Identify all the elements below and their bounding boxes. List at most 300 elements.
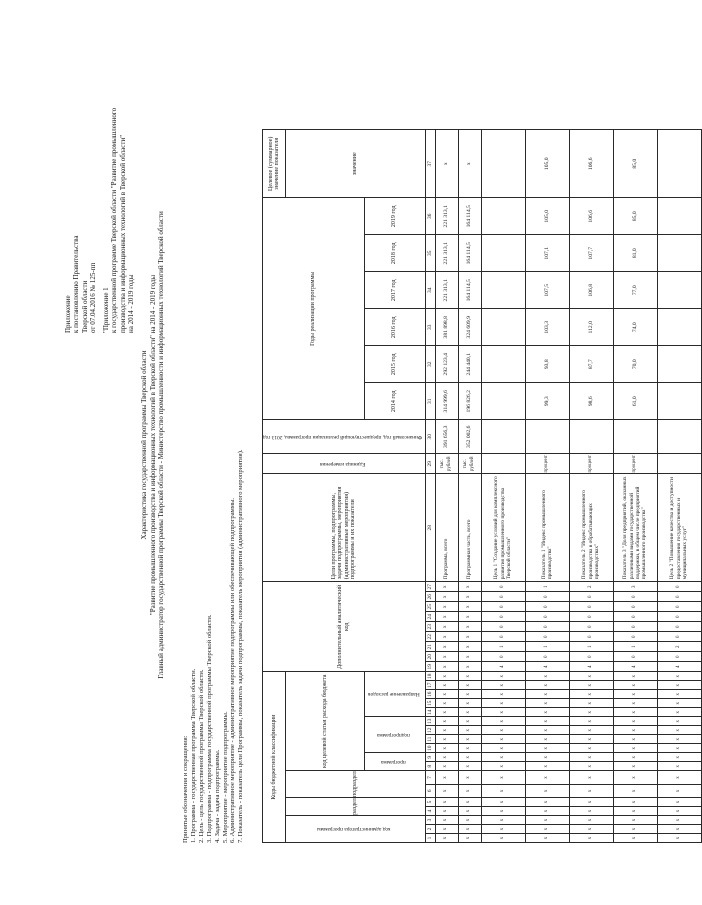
code-cell: x	[569, 708, 613, 717]
budget-codes-header: Коды бюджетной классификации	[263, 672, 286, 843]
code-cell: 1	[525, 582, 569, 592]
code-cell: x	[435, 708, 458, 717]
column-number: 5	[425, 798, 435, 807]
code-cell: x	[458, 652, 481, 662]
code-cell: x	[569, 784, 613, 797]
base-year-cell	[613, 420, 657, 454]
code-cell: 0	[657, 592, 701, 602]
column-number: 37	[425, 130, 435, 198]
code-cell: 0	[525, 652, 569, 662]
code-cell: x	[458, 762, 481, 771]
column-number: 10	[425, 744, 435, 753]
appendix-block	[64, 108, 135, 333]
table-row	[525, 130, 569, 843]
code-cell: x	[458, 834, 481, 843]
code-cell: x	[458, 632, 481, 642]
code-cell: x	[525, 708, 569, 717]
code-cell: 1	[525, 642, 569, 652]
code-cell: 0	[569, 632, 613, 642]
appendix-line: к государственной программе Тверской области "Развитие промышленного	[110, 107, 119, 333]
row-description: Программа, всего	[435, 474, 458, 582]
admin-code-header	[286, 816, 426, 843]
column-number: 19	[425, 662, 435, 672]
year-value-cell: 314 999,6	[435, 383, 458, 420]
subprogram-header-text: подпрограмма	[376, 731, 410, 738]
code-cell: x	[569, 834, 613, 843]
target-value-cell: 105,0	[525, 130, 569, 198]
target-header: Целевое (суммарное) значение показателя	[263, 130, 286, 198]
code-cell: x	[458, 662, 481, 672]
code-cell: x	[435, 816, 458, 825]
column-number: 13	[425, 717, 435, 726]
program-characteristics-table	[262, 129, 702, 843]
code-cell: 4	[481, 662, 525, 672]
code-cell: x	[525, 807, 569, 816]
code-cell: x	[613, 717, 657, 726]
column-number: 16	[425, 690, 435, 699]
code-cell: x	[458, 735, 481, 744]
code-cell: 0	[613, 612, 657, 622]
note-line: 7. Показатель - показатель цели Программы, показатель задачи подпрограммы, показатель мероприятия (административного мероприятия).	[237, 449, 245, 843]
year-value-cell: 99,3	[525, 383, 569, 420]
code-cell: x	[657, 735, 701, 744]
direction-header-text: Направление расходов	[367, 691, 420, 698]
column-number: 20	[425, 652, 435, 662]
code-cell: x	[525, 681, 569, 690]
table-row	[458, 130, 481, 843]
code-cell: x	[435, 672, 458, 681]
column-number: 25	[425, 602, 435, 612]
year-value-cell: 196 826,2	[458, 383, 481, 420]
code-cell: x	[458, 825, 481, 834]
code-cell: x	[435, 662, 458, 672]
column-number: 9	[425, 753, 435, 762]
title-line: Главный администратор государственной программы Тверской области - Министерство промышленности и информационных технологий Тверской области	[157, 211, 166, 679]
column-number: 27	[425, 582, 435, 592]
code-cell: 0	[481, 632, 525, 642]
base-year-cell	[481, 420, 525, 454]
table-row	[481, 130, 525, 843]
target-code-header: код целевой статьи расхода бюджета	[286, 672, 365, 771]
code-cell: x	[435, 798, 458, 807]
code-cell: x	[613, 771, 657, 784]
target-value-cell: x	[458, 130, 481, 198]
code-cell: x	[569, 753, 613, 762]
code-cell: x	[613, 735, 657, 744]
unit-header-text: Единица измерения	[319, 460, 366, 467]
code-cell: 0	[613, 592, 657, 602]
column-number: 24	[425, 612, 435, 622]
appendix-line: на 2014 - 2019 годы	[127, 274, 136, 333]
code-cell: x	[435, 632, 458, 642]
column-number: 6	[425, 784, 435, 797]
year-value-cell	[657, 272, 701, 309]
unit-cell	[481, 454, 525, 474]
column-numbers-row	[425, 130, 435, 843]
code-cell: 0	[481, 652, 525, 662]
code-cell: x	[435, 699, 458, 708]
code-cell: x	[481, 744, 525, 753]
code-cell: x	[613, 807, 657, 816]
code-cell: x	[657, 825, 701, 834]
base-year-cell: 391 656,3	[435, 420, 458, 454]
code-cell: x	[525, 744, 569, 753]
code-cell: x	[481, 825, 525, 834]
goals-header: Цели программы, подпрограммы, задачи подпрограммы, мероприятия (административные мероприятия) подпрограммы и их показатели	[263, 474, 426, 582]
code-cell: x	[481, 798, 525, 807]
code-cell: x	[458, 753, 481, 762]
code-cell: x	[657, 834, 701, 843]
code-cell: x	[525, 753, 569, 762]
column-number: 22	[425, 632, 435, 642]
subprogram-header	[364, 717, 425, 753]
code-cell: x	[435, 717, 458, 726]
year-value-cell: 107,1	[525, 235, 569, 272]
target-value-cell	[657, 130, 701, 198]
code-cell: x	[481, 690, 525, 699]
base-year-cell: 352 002,6	[458, 420, 481, 454]
code-cell: x	[458, 582, 481, 592]
code-cell: x	[657, 681, 701, 690]
code-cell: x	[657, 708, 701, 717]
note-line: 2. Цель - цель государственной программы Тверской области.	[197, 669, 205, 843]
code-cell: x	[435, 834, 458, 843]
year-value-cell	[657, 383, 701, 420]
code-cell: x	[481, 816, 525, 825]
code-cell: x	[657, 726, 701, 735]
code-cell: x	[613, 762, 657, 771]
year-value-cell: 70,0	[613, 346, 657, 383]
code-cell: x	[458, 717, 481, 726]
code-cell: x	[481, 771, 525, 784]
column-number: 2	[425, 825, 435, 834]
code-cell: x	[569, 744, 613, 753]
code-cell: x	[525, 762, 569, 771]
code-cell: x	[435, 622, 458, 632]
code-cell: x	[657, 672, 701, 681]
fin-year-header	[263, 420, 426, 454]
year-value-cell: 164 114,5	[458, 235, 481, 272]
code-cell: x	[435, 753, 458, 762]
appendix-line: от 07.04.2016 № 125-пп	[88, 262, 97, 333]
code-cell: x	[657, 771, 701, 784]
code-cell: x	[525, 699, 569, 708]
code-cell: x	[525, 717, 569, 726]
code-cell: x	[657, 816, 701, 825]
code-cell: x	[657, 690, 701, 699]
section-header: раздел	[286, 798, 426, 816]
abbreviations-block	[182, 449, 245, 843]
code-cell: 0	[657, 582, 701, 592]
code-cell: x	[569, 726, 613, 735]
code-cell: x	[435, 744, 458, 753]
code-cell: x	[481, 735, 525, 744]
appendix-line: Тверской области	[80, 280, 89, 333]
note-line: 6. Административное мероприятие - административное мероприятие подпрограммы или обеспечивающей подпрограммы.	[229, 497, 237, 843]
code-cell: 0	[525, 602, 569, 612]
code-cell: 4	[525, 662, 569, 672]
code-cell: 1	[481, 642, 525, 652]
code-cell: x	[525, 784, 569, 797]
year-value-cell: 106,8	[569, 272, 613, 309]
column-number: 29	[425, 454, 435, 474]
table-row	[657, 130, 701, 843]
column-number: 17	[425, 681, 435, 690]
year-value-cell	[481, 309, 525, 346]
code-cell: x	[657, 807, 701, 816]
year-value-cell: 221 313,1	[435, 198, 458, 235]
code-cell: x	[435, 726, 458, 735]
year-value-cell: 81,0	[613, 235, 657, 272]
row-description: Показатель 3 "Доля предприятий, оказанных различными видами государственной поддержки, в общем числе предприятий промышленного производства"	[613, 474, 657, 582]
code-cell: x	[613, 708, 657, 717]
years-header: Годы реализации программы	[263, 198, 365, 420]
code-cell: 0	[657, 652, 701, 662]
code-cell: 0	[613, 622, 657, 632]
code-cell: 0	[569, 612, 613, 622]
note-line: 4. Задача - задача подпрограммы.	[213, 749, 221, 843]
code-cell: x	[569, 681, 613, 690]
code-cell: x	[435, 771, 458, 784]
column-number: 4	[425, 807, 435, 816]
code-cell: x	[481, 753, 525, 762]
year-value-cell: 164 114,5	[458, 198, 481, 235]
code-cell: 0	[525, 592, 569, 602]
code-cell: 4	[657, 662, 701, 672]
code-cell: 1	[613, 642, 657, 652]
code-cell: x	[525, 834, 569, 843]
year-value-cell: 77,0	[613, 272, 657, 309]
column-number: 28	[425, 474, 435, 582]
code-cell: x	[458, 690, 481, 699]
code-cell: 2	[657, 642, 701, 652]
year-value-cell	[657, 235, 701, 272]
code-cell: 0	[613, 632, 657, 642]
code-cell: x	[569, 816, 613, 825]
code-cell: x	[435, 825, 458, 834]
subsection-header: подраздел	[286, 771, 426, 798]
year-value-cell: 103,3	[525, 309, 569, 346]
code-cell: 0	[481, 582, 525, 592]
code-cell: x	[525, 816, 569, 825]
code-cell: x	[657, 717, 701, 726]
code-cell: x	[481, 681, 525, 690]
year-value-cell	[481, 383, 525, 420]
code-cell: x	[613, 753, 657, 762]
code-cell: 0	[613, 602, 657, 612]
code-cell: x	[657, 762, 701, 771]
unit-cell: процент	[525, 454, 569, 474]
column-number: 15	[425, 699, 435, 708]
code-cell: x	[458, 726, 481, 735]
direction-header	[364, 672, 425, 717]
code-cell: 0	[569, 622, 613, 632]
target-value-cell: 106,6	[569, 130, 613, 198]
code-cell: x	[657, 798, 701, 807]
fin-year-header-text: Финансовый год, предшествующий реализации программы, 2013 год	[263, 433, 423, 440]
year-value-cell	[481, 198, 525, 235]
year-value-cell: 324 609,9	[458, 309, 481, 346]
code-cell: x	[657, 753, 701, 762]
year-value-cell: 61,0	[613, 383, 657, 420]
year-value-cell: 87,7	[569, 346, 613, 383]
note-line: 5. Мероприятие - мероприятие подпрограммы.	[221, 711, 229, 843]
code-cell: x	[525, 825, 569, 834]
code-cell: x	[569, 762, 613, 771]
code-cell: 0	[569, 652, 613, 662]
code-cell: x	[435, 735, 458, 744]
title-line: Характеристика государственной программы Тверской области	[140, 350, 148, 540]
column-number: 1	[425, 834, 435, 843]
code-cell: x	[613, 672, 657, 681]
code-cell: x	[569, 735, 613, 744]
code-cell: 4	[569, 662, 613, 672]
code-cell: x	[435, 592, 458, 602]
year-value-cell: 221 313,1	[435, 235, 458, 272]
target-value-cell: 85,0	[613, 130, 657, 198]
code-cell: x	[657, 784, 701, 797]
code-cell: x	[613, 726, 657, 735]
code-cell: 0	[481, 612, 525, 622]
code-cell: x	[569, 717, 613, 726]
extra-code-header: Дополнительный аналитический код	[263, 582, 426, 672]
column-number: 34	[425, 272, 435, 309]
year-value-cell: 105,0	[525, 198, 569, 235]
code-cell: 0	[657, 622, 701, 632]
row-description: Показатель 1 "Индекс промышленного производства"	[525, 474, 569, 582]
code-cell: x	[569, 672, 613, 681]
code-cell: 1	[569, 642, 613, 652]
unit-cell: процент	[613, 454, 657, 474]
code-cell: x	[435, 652, 458, 662]
code-cell: x	[458, 672, 481, 681]
unit-header	[263, 454, 426, 474]
year-header: 2019 год	[364, 198, 425, 235]
code-cell: x	[481, 784, 525, 797]
code-cell: x	[435, 690, 458, 699]
code-cell: x	[481, 834, 525, 843]
column-number: 18	[425, 672, 435, 681]
year-value-cell: 93,8	[525, 346, 569, 383]
code-cell: x	[435, 762, 458, 771]
row-description: Показатель 2 "Индекс промышленного производства в обрабатывающих производствах"	[569, 474, 613, 582]
year-header: 2016 год	[364, 309, 425, 346]
code-cell: x	[458, 622, 481, 632]
code-cell: x	[481, 717, 525, 726]
code-cell: x	[435, 612, 458, 622]
code-cell: x	[435, 807, 458, 816]
code-cell: 0	[657, 602, 701, 612]
code-cell: x	[458, 771, 481, 784]
column-number: 35	[425, 235, 435, 272]
code-cell: 0	[569, 592, 613, 602]
column-number: 14	[425, 708, 435, 717]
column-number: 31	[425, 383, 435, 420]
code-cell: 0	[613, 652, 657, 662]
code-cell: x	[481, 699, 525, 708]
year-header: 2014 год	[364, 383, 425, 420]
code-cell: x	[525, 690, 569, 699]
column-number: 7	[425, 771, 435, 784]
target-value-cell: x	[435, 130, 458, 198]
year-value-cell: 244 440,1	[458, 346, 481, 383]
code-cell: x	[613, 744, 657, 753]
code-cell: x	[613, 834, 657, 843]
base-year-cell	[657, 420, 701, 454]
code-cell: x	[613, 816, 657, 825]
code-cell: 0	[657, 632, 701, 642]
year-value-cell	[481, 346, 525, 383]
code-cell: x	[481, 807, 525, 816]
code-cell: x	[435, 784, 458, 797]
year-value-cell: 164 114,5	[458, 272, 481, 309]
code-cell: 3	[613, 582, 657, 592]
code-cell: 4	[613, 662, 657, 672]
code-cell: 2	[569, 582, 613, 592]
code-cell: x	[569, 807, 613, 816]
unit-cell	[657, 454, 701, 474]
code-cell: x	[458, 642, 481, 652]
note-line: Принятые обозначения и сокращения:	[182, 735, 189, 843]
code-cell: x	[481, 672, 525, 681]
year-value-cell: 112,0	[569, 309, 613, 346]
column-number: 23	[425, 622, 435, 632]
year-value-cell	[657, 346, 701, 383]
code-cell: x	[481, 708, 525, 717]
code-cell: x	[435, 602, 458, 612]
column-number: 33	[425, 309, 435, 346]
column-number: 30	[425, 420, 435, 454]
code-cell: x	[613, 681, 657, 690]
code-cell: x	[569, 825, 613, 834]
code-cell: x	[569, 690, 613, 699]
code-cell: x	[458, 807, 481, 816]
code-cell: x	[435, 642, 458, 652]
year-value-cell	[481, 235, 525, 272]
header-row	[263, 130, 286, 843]
code-cell: x	[458, 612, 481, 622]
code-cell: x	[458, 592, 481, 602]
year-value-cell: 74,0	[613, 309, 657, 346]
year-value-cell: 292 123,4	[435, 346, 458, 383]
code-cell: x	[435, 681, 458, 690]
code-cell: x	[481, 762, 525, 771]
year-value-cell: 381 898,8	[435, 309, 458, 346]
code-cell: x	[525, 735, 569, 744]
code-cell: 0	[569, 602, 613, 612]
base-year-cell	[525, 420, 569, 454]
unit-cell: тыс. рублей	[458, 454, 481, 474]
year-header: 2017 год	[364, 272, 425, 309]
note-line: 1. Программа - государственная программа Тверской области.	[189, 668, 197, 843]
note-line: 3. Подпрограмма - подпрограмма государственной программы Тверской области.	[205, 614, 213, 843]
admin-code-header-text: код администратора программы	[317, 826, 391, 833]
code-cell: x	[569, 798, 613, 807]
column-number: 3	[425, 816, 435, 825]
code-cell: x	[657, 744, 701, 753]
program-header	[364, 753, 425, 771]
year-value-cell	[481, 272, 525, 309]
column-number: 8	[425, 762, 435, 771]
year-value-cell: 221 313,1	[435, 272, 458, 309]
row-description: Цель 2 "Повышение качества и доступности предоставления государственных и муниципальных услуг"	[657, 474, 701, 582]
code-cell: x	[481, 726, 525, 735]
value-header: значение	[286, 130, 426, 198]
column-number: 32	[425, 346, 435, 383]
appendix-line: к постановлению Правительства	[72, 235, 81, 333]
code-cell: x	[458, 708, 481, 717]
year-value-cell: 98,6	[569, 383, 613, 420]
